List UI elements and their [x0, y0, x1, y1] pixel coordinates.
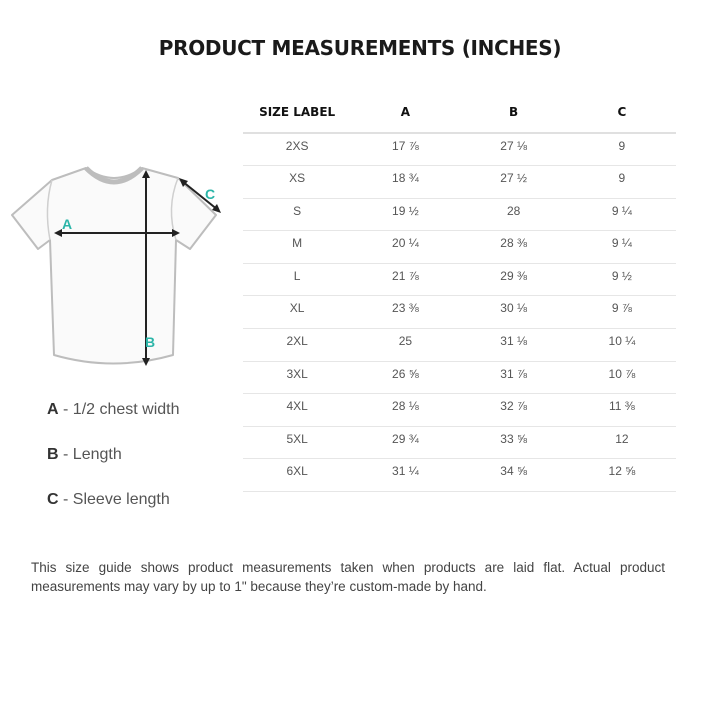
cell-a: 28 ⅛	[351, 394, 459, 427]
cell-a: 17 ⅞	[351, 133, 459, 166]
tshirt-outline	[12, 168, 216, 364]
cell-size: 3XL	[243, 361, 351, 394]
table-row	[243, 263, 676, 296]
cell-a: 23 ⅜	[351, 296, 459, 329]
cell-c: 9	[568, 133, 676, 166]
header-size-label: SIZE LABEL	[243, 92, 351, 133]
legend-key: A	[47, 401, 59, 418]
header-b: B	[460, 92, 568, 133]
cell-b: 32 ⅞	[460, 394, 568, 427]
cell-c: 10 ¼	[568, 329, 676, 362]
legend-text: - 1/2 chest width	[63, 401, 180, 418]
legend-item-a	[47, 397, 180, 442]
cell-size: XL	[243, 296, 351, 329]
cell-size: 4XL	[243, 394, 351, 427]
cell-b: 33 ⅝	[460, 426, 568, 459]
cell-b: 31 ⅛	[460, 329, 568, 362]
cell-a: 29 ¾	[351, 426, 459, 459]
tshirt-diagram	[8, 160, 228, 375]
cell-size: S	[243, 198, 351, 231]
table-row	[243, 426, 676, 459]
cell-b: 27 ⅛	[460, 133, 568, 166]
cell-size: 5XL	[243, 426, 351, 459]
table-row	[243, 394, 676, 427]
table-row	[243, 329, 676, 362]
legend-key: C	[47, 491, 59, 508]
cell-c: 12	[568, 426, 676, 459]
table-row	[243, 231, 676, 264]
legend-item-b	[47, 442, 180, 487]
table-header-row	[243, 92, 676, 133]
cell-a: 31 ¼	[351, 459, 459, 492]
cell-a: 20 ¼	[351, 231, 459, 264]
cell-size: XS	[243, 166, 351, 199]
diagram-label-c: C	[205, 186, 216, 202]
cell-c: 9 ⅞	[568, 296, 676, 329]
table-row	[243, 198, 676, 231]
cell-size: 2XL	[243, 329, 351, 362]
measurement-legend	[47, 397, 180, 532]
size-guide-note: This size guide shows product measurements taken when products are laid flat. Actual product measurements may vary by up to 1" because they’re custom-made by hand.	[31, 560, 665, 594]
cell-c: 11 ⅜	[568, 394, 676, 427]
cell-size: 6XL	[243, 459, 351, 492]
header-a: A	[351, 92, 459, 133]
page-title: PRODUCT MEASUREMENTS (INCHES)	[158, 36, 562, 60]
cell-size: L	[243, 263, 351, 296]
legend-item-c	[47, 487, 180, 532]
size-table	[243, 92, 676, 492]
legend-text: - Length	[63, 446, 122, 463]
cell-c: 9 ½	[568, 263, 676, 296]
cell-b: 28 ⅜	[460, 231, 568, 264]
legend-text: - Sleeve length	[63, 491, 170, 508]
cell-a: 25	[351, 329, 459, 362]
cell-b: 31 ⅞	[460, 361, 568, 394]
diagram-label-a: A	[62, 216, 73, 232]
table-row	[243, 459, 676, 492]
table-row	[243, 361, 676, 394]
legend-key: B	[47, 446, 59, 463]
diagram-label-b: B	[145, 334, 156, 350]
cell-a: 19 ½	[351, 198, 459, 231]
cell-c: 9 ¼	[568, 198, 676, 231]
table-row	[243, 296, 676, 329]
table-row	[243, 166, 676, 199]
cell-c: 9	[568, 166, 676, 199]
cell-b: 34 ⅝	[460, 459, 568, 492]
cell-size: M	[243, 231, 351, 264]
cell-size: 2XS	[243, 133, 351, 166]
cell-b: 30 ⅛	[460, 296, 568, 329]
cell-b: 27 ½	[460, 166, 568, 199]
cell-b: 28	[460, 198, 568, 231]
cell-c: 9 ¼	[568, 231, 676, 264]
cell-a: 26 ⅝	[351, 361, 459, 394]
cell-b: 29 ⅜	[460, 263, 568, 296]
header-c: C	[568, 92, 676, 133]
cell-a: 21 ⅞	[351, 263, 459, 296]
cell-a: 18 ¾	[351, 166, 459, 199]
cell-c: 10 ⅞	[568, 361, 676, 394]
cell-c: 12 ⅝	[568, 459, 676, 492]
table-row	[243, 133, 676, 166]
